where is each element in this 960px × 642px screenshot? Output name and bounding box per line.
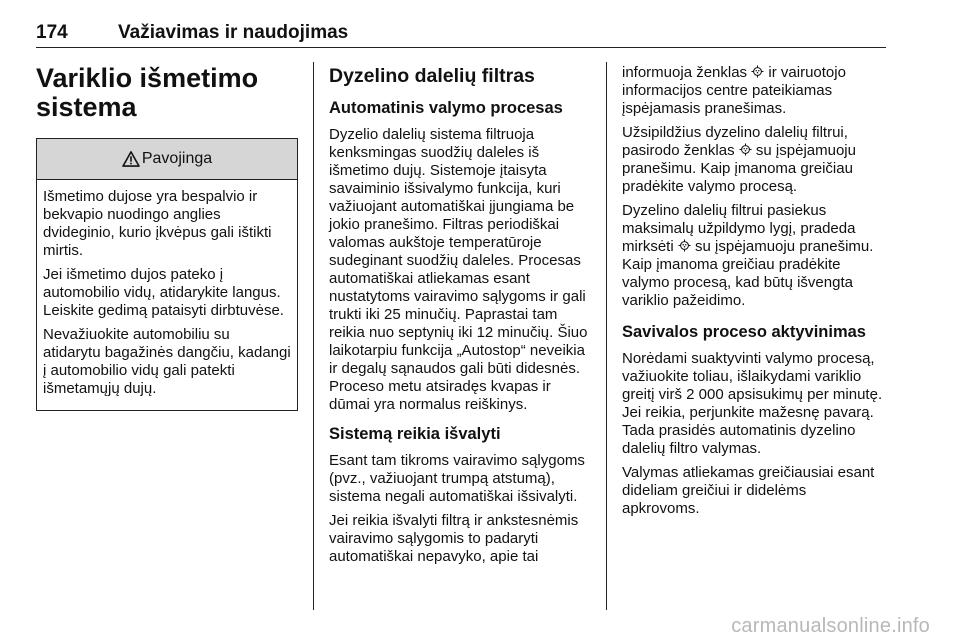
warning-triangle-icon bbox=[122, 151, 140, 167]
text: su įspėjamuoju pranešimu. Kaip įmanoma greičiau pradėkite valymo procesą, kad būtų išvengta variklio pažeidimo. bbox=[622, 238, 874, 309]
running-title: Važiavimas ir naudojimas bbox=[118, 22, 349, 43]
column-divider-2 bbox=[606, 62, 607, 610]
paragraph: Jei reikia išvalyti filtrą ir ankstesnėmis vairavimo sąlygomis to padaryti automatiškai nepavyko, apie tai bbox=[329, 512, 579, 565]
page-header bbox=[36, 22, 886, 46]
diesel-particulate-filter-icon bbox=[678, 239, 691, 252]
danger-paragraph: Išmetimo dujose yra bespalvio ir bekvapio nuodingo anglies dvideginio, kurio įkvėpus gali ištikti mirtis. bbox=[43, 188, 272, 259]
text: informuoja ženklas bbox=[622, 64, 748, 81]
danger-label: Pavojinga bbox=[141, 150, 213, 167]
column-3 bbox=[622, 64, 884, 524]
danger-paragraph: Jei išmetimo dujos pateko į automobilio vidų, atidarykite langus. Leiskite gedimą pataisyti dirbtuvėse. bbox=[43, 266, 284, 319]
danger-paragraph: Nevažiuokite automobiliu su atidarytu bagažinės dangčiu, kadangi į automobilio vidų gali patekti išmetamųjų dujų. bbox=[43, 326, 291, 397]
column-1 bbox=[36, 64, 296, 122]
danger-body bbox=[37, 180, 297, 410]
paragraph: Norėdami suaktyvinti valymo procesą, važiuokite toliau, išlaikydami variklio greitį virš 2 000 apsisukimų per minutę. Jei reikia, perjunkite mažesnę pavarą. Tada prasidės automatinis dyzelino dalelių filtro valymas. bbox=[622, 350, 883, 457]
paragraph bbox=[622, 202, 884, 310]
column-2 bbox=[329, 64, 593, 572]
text: Dyzelino dalelių filtrui pasiekus maksimalų užpildymo lygį, pradeda mirksėti bbox=[622, 202, 856, 255]
paragraph: Esant tam tikroms vairavimo sąlygoms (pvz., važiuojant trumpą atstumą), sistema negali automatiškai išsivalyti. bbox=[329, 452, 585, 505]
paragraph bbox=[622, 64, 884, 118]
paragraph: Valymas atliekamas greičiausiai esant dideliam greičiui ir didelėms apkrovoms. bbox=[622, 464, 875, 517]
page-number: 174 bbox=[36, 22, 68, 43]
paragraph bbox=[622, 124, 884, 196]
subheading-needs-clean: Sistemą reikia išvalyti bbox=[329, 425, 501, 443]
text: Užsipildžius dyzelino dalelių filtrui, pasirodo ženklas bbox=[622, 124, 848, 159]
subheading-auto-clean: Automatinis valymo procesas bbox=[329, 99, 563, 117]
text: su įspėjamuoju pranešimu. Kaip įmanoma greičiau pradėkite valymo procesą. bbox=[622, 142, 856, 195]
danger-box bbox=[36, 138, 298, 411]
column-divider-1 bbox=[313, 62, 314, 610]
subheading-activation: Savivalos proceso aktyvinimas bbox=[622, 323, 866, 341]
section-title-dpf: Dyzelino dalelių filtras bbox=[329, 65, 535, 87]
danger-header bbox=[37, 139, 297, 180]
text: ir vairuotojo informacijos centre pateikiamas įspėjamasis pranešimas. bbox=[622, 64, 846, 117]
watermark: carmanualsonline.info bbox=[731, 615, 930, 637]
header-rule bbox=[36, 47, 886, 48]
section-title-exhaust: Variklio išmetimo sistema bbox=[36, 63, 259, 122]
paragraph: Dyzelio dalelių sistema filtruoja kenksmingas suodžių daleles iš išmetimo dujų. Sistemoje įtaisyta savaiminio išsivalymo funkcija, kuri važiuojant automatiškai įjungiama be jokio pranešimo. Filtras periodiškai valomas aukštoje temperatūroje sudeginant suodžių daleles. Procesas automatiškai atliekamas esant nustatytoms vairavimo sąlygoms ir gali trukti iki 25 minučių. Paprastai tam reikia nuo septynių iki 12 minučių. Šiuo laikotarpiu funkcija „Autostop“ neveikia ir degalų sąnaudos gali būti didesnės. Proceso metu atsiradęs kvapas ir dūmai yra normalus reiškinys. bbox=[329, 126, 588, 413]
diesel-particulate-filter-icon bbox=[751, 65, 764, 78]
diesel-particulate-filter-icon bbox=[739, 143, 752, 156]
